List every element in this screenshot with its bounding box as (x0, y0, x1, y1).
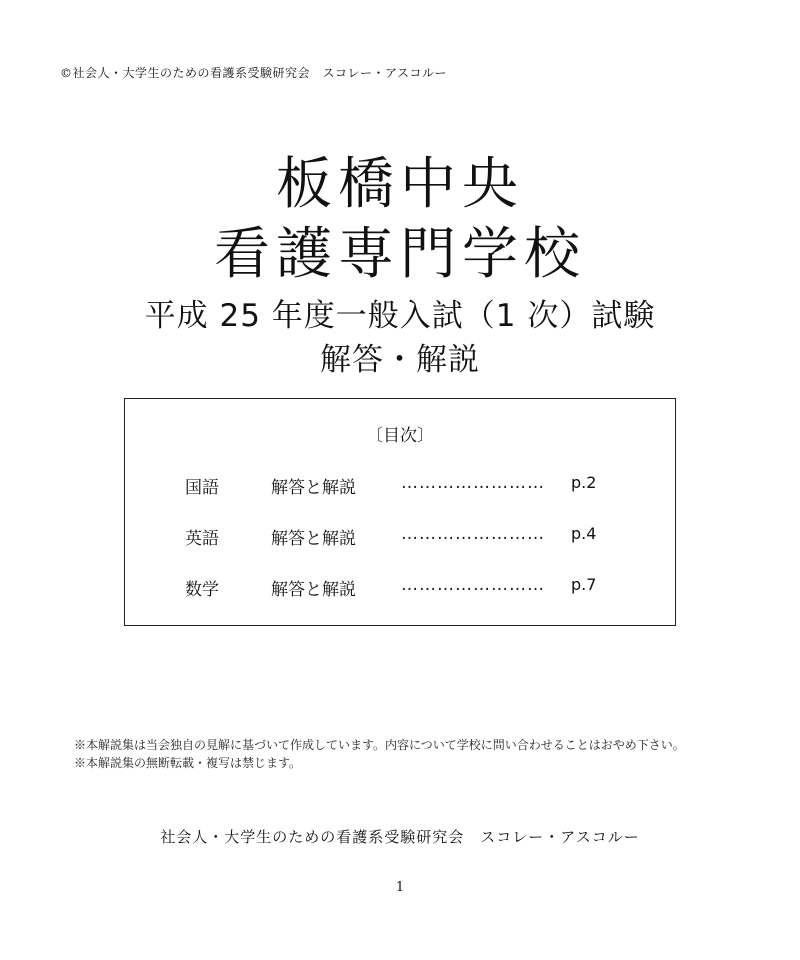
toc-subject: 英語 (185, 529, 219, 549)
exam-title: 平成 25 年度一般入試（1 次）試験 (144, 298, 656, 334)
copyright-notice: ©社会人・大学生のための看護系受験研究会 スコレー・アスコルー (60, 66, 448, 80)
toc-leader-dots: …………………… (401, 473, 545, 493)
footer-organization: 社会人・大学生のための看護系受験研究会 スコレー・アスコルー (160, 828, 640, 846)
notes-section (74, 736, 734, 772)
table-of-contents (124, 398, 676, 626)
toc-subject: 国語 (185, 478, 219, 498)
toc-label: 解答と解説 (271, 580, 356, 600)
document-type-title: 解答・解説 (320, 342, 480, 378)
toc-page-number: p.4 (571, 524, 597, 543)
toc-item-english (125, 524, 675, 550)
page-number: 1 (395, 880, 405, 895)
toc-heading: 〔目次〕 (366, 426, 434, 446)
toc-label: 解答と解説 (271, 529, 356, 549)
toc-item-math (125, 575, 675, 601)
school-name-line-1: 板橋中央 (276, 152, 524, 217)
note-copyright: ※本解説集の無断転載・複写は禁じます。 (74, 756, 302, 770)
school-name-line-2: 看護専門学校 (214, 222, 586, 287)
note-inquiry: ※本解説集は当会独自の見解に基づいて作成しています。内容について学校に問い合わせることはおやめ下さい。 (74, 738, 685, 752)
toc-leader-dots: …………………… (401, 524, 545, 544)
toc-subject: 数学 (185, 580, 219, 600)
toc-page-number: p.7 (571, 575, 597, 594)
toc-page-number: p.2 (571, 473, 597, 492)
toc-leader-dots: …………………… (401, 575, 545, 595)
toc-label: 解答と解説 (271, 478, 356, 498)
toc-item-japanese (125, 473, 675, 499)
